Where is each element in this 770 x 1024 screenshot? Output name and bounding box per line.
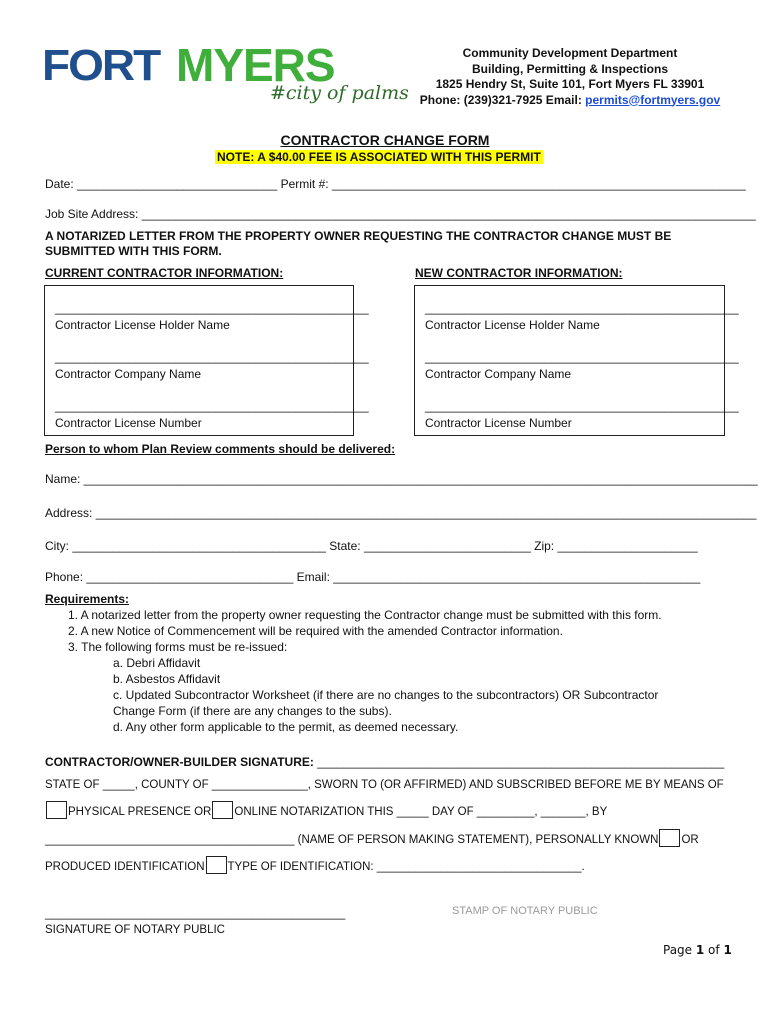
notarized-notice-line-2: SUBMITTED WITH THIS FORM. bbox=[45, 244, 222, 258]
online-notarization-checkbox[interactable] bbox=[212, 801, 233, 819]
date-permit-field[interactable]: Date: ______________________________ Permit #: ______________________________________________________________ bbox=[45, 177, 746, 191]
fee-note: NOTE: A $40.00 FEE IS ASSOCIATED WITH THIS PERMIT bbox=[217, 150, 541, 164]
signature-field[interactable]: _____________________________________________________________ bbox=[317, 755, 725, 769]
signature-row bbox=[45, 755, 724, 769]
form-title: CONTRACTOR CHANGE FORM bbox=[280, 132, 490, 148]
page-current: 1 bbox=[695, 943, 705, 957]
new-company-label: Contractor Company Name bbox=[425, 367, 572, 381]
notarization-method-row bbox=[45, 801, 607, 819]
plan-review-city-state-zip-field[interactable]: City: ______________________________________ State: _________________________ Zip: _____________________ bbox=[45, 539, 698, 553]
new-contractor-box bbox=[414, 285, 739, 436]
division-name: Building, Permitting & Inspections bbox=[471, 61, 668, 76]
requirements-heading: Requirements: bbox=[45, 592, 130, 606]
job-site-address-field[interactable]: Job Site Address: ____________________________________________________________________________________________ bbox=[45, 207, 756, 221]
current-license-holder-label: Contractor License Holder Name bbox=[55, 318, 230, 332]
personally-known-checkbox[interactable] bbox=[659, 829, 680, 847]
current-license-number-field[interactable]: _______________________________________________ bbox=[55, 399, 369, 413]
physical-presence-label: PHYSICAL PRESENCE OR bbox=[68, 806, 212, 818]
new-license-holder-field[interactable]: _______________________________________________ bbox=[425, 301, 739, 315]
identification-row bbox=[45, 856, 585, 874]
plan-review-heading: Person to whom Plan Review comments should be delivered: bbox=[45, 442, 396, 456]
page-prefix: Page bbox=[663, 943, 696, 957]
produced-identification-checkbox[interactable] bbox=[206, 856, 227, 874]
requirement-subitem-a: a. Debri Affidavit bbox=[113, 656, 201, 670]
requirement-item-1: 1. A notarized letter from the property owner requesting the Contractor change must be submitted with this form. bbox=[68, 608, 662, 622]
plan-review-name-field[interactable]: Name: _____________________________________________________________________________________________________ bbox=[45, 472, 758, 486]
produced-identification-label: PRODUCED IDENTIFICATION bbox=[45, 861, 205, 873]
person-name-field[interactable]: _______________________________________ (NAME OF PERSON MAKING STATEMENT), PERSONALLY KNOWN bbox=[45, 834, 659, 846]
logo-myers: MYERS bbox=[176, 39, 335, 91]
or-label: OR bbox=[681, 834, 699, 846]
requirement-subitem-c: c. Updated Subcontractor Worksheet (if there are no changes to the subcontractors) OR Subcontractor bbox=[113, 688, 659, 702]
new-company-field[interactable]: _______________________________________________ bbox=[425, 350, 739, 364]
current-company-field[interactable]: _______________________________________________ bbox=[55, 350, 369, 364]
requirement-subitem-b: b. Asbestos Affidavit bbox=[113, 672, 221, 686]
requirement-subitem-c-cont: Change Form (if there are any changes to the subs). bbox=[113, 704, 392, 718]
current-license-number-label: Contractor License Number bbox=[55, 416, 202, 430]
page-number bbox=[663, 943, 732, 957]
signature-label: CONTRACTOR/OWNER-BUILDER SIGNATURE: bbox=[45, 755, 318, 769]
current-license-holder-field[interactable]: _______________________________________________ bbox=[55, 301, 369, 315]
identification-type-field[interactable]: TYPE OF IDENTIFICATION: ________________________________. bbox=[227, 861, 585, 873]
notary-signature-field[interactable]: _____________________________________________ bbox=[45, 906, 346, 920]
new-license-holder-label: Contractor License Holder Name bbox=[425, 318, 600, 332]
department-header bbox=[400, 46, 740, 108]
plan-review-address-field[interactable]: Address: ___________________________________________________________________________________________________ bbox=[45, 506, 757, 520]
page-of: of bbox=[704, 943, 724, 957]
notarized-notice-line-1: A NOTARIZED LETTER FROM THE PROPERTY OWNER REQUESTING THE CONTRACTOR CHANGE MUST BE bbox=[45, 229, 672, 243]
plan-review-phone-email-field[interactable]: Phone: _______________________________ Email: _______________________________________________________ bbox=[45, 570, 701, 584]
personally-known-row bbox=[45, 829, 699, 847]
state-county-line[interactable]: STATE OF _____, COUNTY OF _______________, SWORN TO (OR AFFIRMED) AND SUBSCRIBED BEFORE ME BY MEANS OF bbox=[45, 779, 724, 791]
department-address: 1825 Hendry St, Suite 101, Fort Myers FL 33901 bbox=[435, 77, 705, 91]
physical-presence-checkbox[interactable] bbox=[46, 801, 67, 819]
email-link[interactable]: permits@fortmyers.gov bbox=[585, 92, 721, 107]
online-notarization-label[interactable]: ONLINE NOTARIZATION THIS _____ DAY OF _________, _______, BY bbox=[234, 806, 608, 818]
requirement-item-3: 3. The following forms must be re-issued: bbox=[68, 640, 288, 654]
current-contractor-box bbox=[44, 285, 369, 436]
logo-fort: FORT bbox=[42, 40, 160, 90]
department-name: Community Development Department bbox=[462, 46, 678, 60]
logo-tagline: #city of palms bbox=[270, 82, 409, 104]
new-license-number-field[interactable]: _______________________________________________ bbox=[425, 399, 739, 413]
notary-stamp-label: STAMP OF NOTARY PUBLIC bbox=[452, 905, 598, 917]
page-total: 1 bbox=[723, 943, 732, 957]
requirement-item-2: 2. A new Notice of Commencement will be required with the amended Contractor information. bbox=[68, 624, 563, 638]
contact-line bbox=[400, 93, 740, 109]
phone-label: Phone: (239)321-7925 Email: bbox=[419, 92, 586, 107]
current-contractor-heading: CURRENT CONTRACTOR INFORMATION: bbox=[45, 266, 284, 280]
notary-signature-label: SIGNATURE OF NOTARY PUBLIC bbox=[45, 924, 225, 936]
new-license-number-label: Contractor License Number bbox=[425, 416, 572, 430]
requirement-subitem-d: d. Any other form applicable to the permit, as deemed necessary. bbox=[113, 720, 459, 734]
new-contractor-heading: NEW CONTRACTOR INFORMATION: bbox=[415, 266, 623, 280]
current-company-label: Contractor Company Name bbox=[55, 367, 202, 381]
